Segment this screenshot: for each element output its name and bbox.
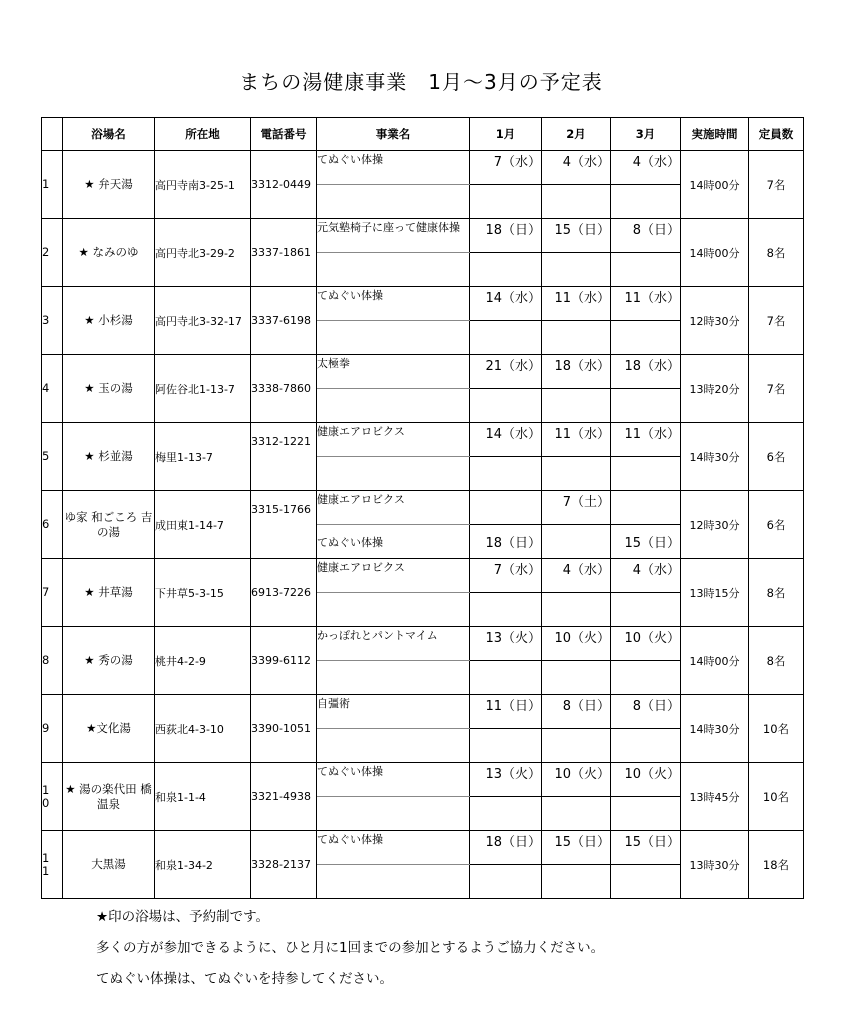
date-feb: 8（日） bbox=[542, 695, 611, 729]
bathhouse-location: 高円寺南3-25-1 bbox=[155, 151, 251, 219]
date-jan: 18（日） bbox=[470, 525, 542, 559]
event-name bbox=[317, 729, 470, 763]
date-jan: 18（日） bbox=[470, 219, 542, 253]
bathhouse-location: 下井草5-3-15 bbox=[155, 559, 251, 627]
date-jan: 14（水） bbox=[470, 287, 542, 321]
capacity: 6名 bbox=[749, 491, 804, 559]
row-number bbox=[42, 559, 63, 627]
header-time: 実施時間 bbox=[681, 118, 749, 151]
session-time: 12時30分 bbox=[681, 287, 749, 355]
date-feb: 15（日） bbox=[542, 831, 611, 865]
session-time: 14時00分 bbox=[681, 151, 749, 219]
session-time: 13時30分 bbox=[681, 831, 749, 899]
header-mar: 3月 bbox=[611, 118, 681, 151]
header-feb: 2月 bbox=[542, 118, 611, 151]
date-feb: 4（水） bbox=[542, 151, 611, 185]
date-jan: 11（日） bbox=[470, 695, 542, 729]
date-mar bbox=[611, 185, 681, 219]
date-jan bbox=[470, 865, 542, 899]
date-mar: 4（水） bbox=[611, 151, 681, 185]
row-number bbox=[42, 695, 63, 763]
bathhouse-name: ★ 秀の湯 bbox=[63, 627, 155, 695]
bathhouse-name: ★ 小杉湯 bbox=[63, 287, 155, 355]
table-body bbox=[42, 151, 804, 899]
date-mar: 10（火） bbox=[611, 627, 681, 661]
header-location: 所在地 bbox=[155, 118, 251, 151]
bathhouse-location: 阿佐谷北1-13-7 bbox=[155, 355, 251, 423]
date-feb bbox=[542, 321, 611, 355]
table-row bbox=[42, 831, 804, 865]
date-jan bbox=[470, 661, 542, 695]
date-mar bbox=[611, 389, 681, 423]
bathhouse-name: ★ なみのゆ bbox=[63, 219, 155, 287]
event-name: てぬぐい体操 bbox=[317, 525, 470, 559]
table-row bbox=[42, 491, 804, 525]
row-number bbox=[42, 423, 63, 491]
event-name: てぬぐい体操 bbox=[317, 287, 470, 321]
capacity: 18名 bbox=[749, 831, 804, 899]
note-reservation: ★印の浴場は、予約制です。 bbox=[96, 909, 270, 925]
date-feb bbox=[542, 253, 611, 287]
date-jan: 14（水） bbox=[470, 423, 542, 457]
date-mar: 18（水） bbox=[611, 355, 681, 389]
date-feb: 4（水） bbox=[542, 559, 611, 593]
bathhouse-phone: 3315-1766 bbox=[251, 491, 317, 559]
date-mar bbox=[611, 491, 681, 525]
date-mar: 8（日） bbox=[611, 219, 681, 253]
date-mar bbox=[611, 797, 681, 831]
row-number-text: 10 bbox=[42, 782, 50, 810]
event-name bbox=[317, 797, 470, 831]
session-time: 14時30分 bbox=[681, 423, 749, 491]
event-name: 健康エアロビクス bbox=[317, 423, 470, 457]
date-feb bbox=[542, 661, 611, 695]
date-mar: 11（水） bbox=[611, 423, 681, 457]
note-once-per-month: 多くの方が参加できるように、ひと月に1回までの参加とするようご協力ください。 bbox=[96, 940, 605, 956]
bathhouse-name: ゆ家 和ごころ 吉の湯 bbox=[63, 491, 155, 559]
date-jan bbox=[470, 457, 542, 491]
bathhouse-location: 成田東1-14-7 bbox=[155, 491, 251, 559]
date-mar bbox=[611, 661, 681, 695]
date-jan: 21（水） bbox=[470, 355, 542, 389]
schedule-table bbox=[41, 117, 804, 899]
table-row bbox=[42, 559, 804, 593]
table-row bbox=[42, 355, 804, 389]
capacity: 7名 bbox=[749, 151, 804, 219]
bathhouse-phone: 3338-7860 bbox=[251, 355, 317, 423]
date-feb bbox=[542, 797, 611, 831]
date-mar bbox=[611, 865, 681, 899]
date-feb bbox=[542, 525, 611, 559]
bathhouse-location: 西荻北4-3-10 bbox=[155, 695, 251, 763]
date-feb bbox=[542, 185, 611, 219]
event-name bbox=[317, 389, 470, 423]
bathhouse-location: 高円寺北3-29-2 bbox=[155, 219, 251, 287]
row-number-text: 1 bbox=[42, 177, 50, 191]
date-mar bbox=[611, 729, 681, 763]
row-number-text: 11 bbox=[42, 850, 50, 878]
date-feb bbox=[542, 457, 611, 491]
bathhouse-phone: 3328-2137 bbox=[251, 831, 317, 899]
capacity: 8名 bbox=[749, 559, 804, 627]
date-feb: 11（水） bbox=[542, 287, 611, 321]
session-time: 13時20分 bbox=[681, 355, 749, 423]
date-jan bbox=[470, 729, 542, 763]
bathhouse-name: ★ 杉並湯 bbox=[63, 423, 155, 491]
event-name: 健康エアロビクス bbox=[317, 491, 470, 525]
bathhouse-location: 和泉1-1-4 bbox=[155, 763, 251, 831]
page-title: まちの湯健康事業 1月～3月の予定表 bbox=[239, 70, 603, 94]
header-jan: 1月 bbox=[470, 118, 542, 151]
date-jan: 13（火） bbox=[470, 627, 542, 661]
capacity: 7名 bbox=[749, 287, 804, 355]
row-number bbox=[42, 287, 63, 355]
header-phone: 電話番号 bbox=[251, 118, 317, 151]
table-row bbox=[42, 627, 804, 661]
event-name: てぬぐい体操 bbox=[317, 831, 470, 865]
event-name: 健康エアロビクス bbox=[317, 559, 470, 593]
date-jan: 7（水） bbox=[470, 559, 542, 593]
date-mar bbox=[611, 457, 681, 491]
bathhouse-name: ★ 湯の楽代田 橋温泉 bbox=[63, 763, 155, 831]
header-row bbox=[42, 118, 804, 151]
row-number bbox=[42, 491, 63, 559]
row-number-text: 5 bbox=[42, 449, 50, 463]
bathhouse-name: ★ 玉の湯 bbox=[63, 355, 155, 423]
note-bring-towel: てぬぐい体操は、てぬぐいを持参してください。 bbox=[96, 971, 393, 987]
bathhouse-phone: 3312-0449 bbox=[251, 151, 317, 219]
table-row bbox=[42, 287, 804, 321]
date-jan: 7（水） bbox=[470, 151, 542, 185]
capacity: 7名 bbox=[749, 355, 804, 423]
bathhouse-phone: 3337-1861 bbox=[251, 219, 317, 287]
date-feb: 7（土） bbox=[542, 491, 611, 525]
notes bbox=[96, 902, 604, 995]
table-row bbox=[42, 763, 804, 797]
event-name bbox=[317, 457, 470, 491]
date-mar bbox=[611, 253, 681, 287]
table-row bbox=[42, 151, 804, 185]
date-feb: 10（火） bbox=[542, 763, 611, 797]
event-name: 自彊術 bbox=[317, 695, 470, 729]
event-name bbox=[317, 185, 470, 219]
date-mar: 8（日） bbox=[611, 695, 681, 729]
header-bath: 浴場名 bbox=[63, 118, 155, 151]
header-capacity: 定員数 bbox=[749, 118, 804, 151]
header-event: 事業名 bbox=[317, 118, 470, 151]
date-feb: 18（水） bbox=[542, 355, 611, 389]
row-number bbox=[42, 763, 63, 831]
bathhouse-location: 和泉1-34-2 bbox=[155, 831, 251, 899]
date-mar: 15（日） bbox=[611, 525, 681, 559]
bathhouse-phone: 3390-1051 bbox=[251, 695, 317, 763]
date-jan bbox=[470, 185, 542, 219]
date-feb bbox=[542, 865, 611, 899]
date-mar: 4（水） bbox=[611, 559, 681, 593]
bathhouse-name: ★文化湯 bbox=[63, 695, 155, 763]
event-name: てぬぐい体操 bbox=[317, 151, 470, 185]
row-number-text: 4 bbox=[42, 381, 50, 395]
bathhouse-name: ★ 弁天湯 bbox=[63, 151, 155, 219]
capacity: 8名 bbox=[749, 219, 804, 287]
bathhouse-phone: 3399-6112 bbox=[251, 627, 317, 695]
date-mar bbox=[611, 593, 681, 627]
date-jan bbox=[470, 593, 542, 627]
date-feb bbox=[542, 389, 611, 423]
session-time: 12時30分 bbox=[681, 491, 749, 559]
event-name bbox=[317, 253, 470, 287]
date-feb: 15（日） bbox=[542, 219, 611, 253]
bathhouse-location: 桃井4-2-9 bbox=[155, 627, 251, 695]
date-jan bbox=[470, 797, 542, 831]
date-mar: 10（火） bbox=[611, 763, 681, 797]
bathhouse-phone: 6913-7226 bbox=[251, 559, 317, 627]
date-jan bbox=[470, 253, 542, 287]
date-jan bbox=[470, 321, 542, 355]
date-feb: 11（水） bbox=[542, 423, 611, 457]
date-mar bbox=[611, 321, 681, 355]
bathhouse-location: 梅里1-13-7 bbox=[155, 423, 251, 491]
event-name bbox=[317, 321, 470, 355]
header-num bbox=[42, 118, 63, 151]
session-time: 14時00分 bbox=[681, 219, 749, 287]
row-number bbox=[42, 355, 63, 423]
date-jan bbox=[470, 491, 542, 525]
table-row bbox=[42, 695, 804, 729]
event-name bbox=[317, 661, 470, 695]
row-number bbox=[42, 627, 63, 695]
capacity: 8名 bbox=[749, 627, 804, 695]
session-time: 14時00分 bbox=[681, 627, 749, 695]
event-name: かっぽれとパントマイム bbox=[317, 627, 470, 661]
event-name bbox=[317, 593, 470, 627]
row-number bbox=[42, 151, 63, 219]
date-jan: 18（日） bbox=[470, 831, 542, 865]
date-mar: 11（水） bbox=[611, 287, 681, 321]
row-number-text: 8 bbox=[42, 653, 50, 667]
table-row bbox=[42, 219, 804, 253]
event-name: 元気塾椅子に座って健康体操 bbox=[317, 219, 470, 253]
date-feb: 10（火） bbox=[542, 627, 611, 661]
session-time: 14時30分 bbox=[681, 695, 749, 763]
bathhouse-location: 高円寺北3-32-17 bbox=[155, 287, 251, 355]
bathhouse-name: 大黒湯 bbox=[63, 831, 155, 899]
date-jan: 13（火） bbox=[470, 763, 542, 797]
bathhouse-name: ★ 井草湯 bbox=[63, 559, 155, 627]
date-feb bbox=[542, 593, 611, 627]
session-time: 13時15分 bbox=[681, 559, 749, 627]
event-name: 太極拳 bbox=[317, 355, 470, 389]
bathhouse-phone: 3321-4938 bbox=[251, 763, 317, 831]
row-number-text: 3 bbox=[42, 313, 50, 327]
bathhouse-phone: 3312-1221 bbox=[251, 423, 317, 491]
date-mar: 15（日） bbox=[611, 831, 681, 865]
row-number-text: 6 bbox=[42, 517, 50, 531]
event-name: てぬぐい体操 bbox=[317, 763, 470, 797]
event-name bbox=[317, 865, 470, 899]
row-number-text: 2 bbox=[42, 245, 50, 259]
date-jan bbox=[470, 389, 542, 423]
capacity: 10名 bbox=[749, 695, 804, 763]
table-row bbox=[42, 423, 804, 457]
date-feb bbox=[542, 729, 611, 763]
row-number bbox=[42, 219, 63, 287]
capacity: 10名 bbox=[749, 763, 804, 831]
row-number bbox=[42, 831, 63, 899]
row-number-text: 9 bbox=[42, 721, 50, 735]
session-time: 13時45分 bbox=[681, 763, 749, 831]
bathhouse-phone: 3337-6198 bbox=[251, 287, 317, 355]
row-number-text: 7 bbox=[42, 585, 50, 599]
capacity: 6名 bbox=[749, 423, 804, 491]
